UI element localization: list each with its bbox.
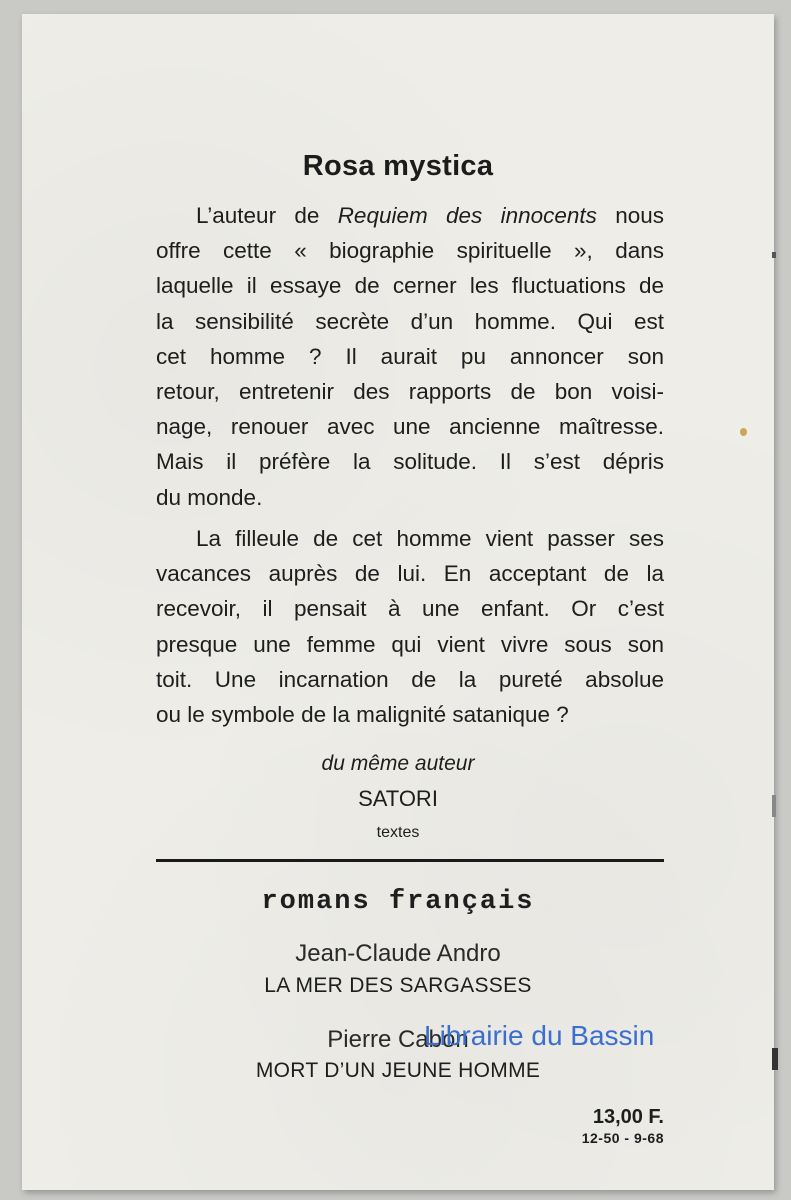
paragraph-line: offre cette « biographie spirituelle », dans	[156, 238, 664, 264]
paragraph-line: presque une femme qui vient vivre sous son	[156, 631, 664, 657]
paragraph-line: recevoir, il pensait à une enfant. Or c’est	[156, 596, 664, 622]
cited-title: Requiem des innocents	[337, 203, 597, 228]
paragraph-line: La filleule de cet homme vient passer ses	[196, 526, 664, 551]
bookseller-watermark: Librairie du Bassin	[424, 1020, 655, 1051]
paragraph-line: vacances auprès de lui. En acceptant de la	[156, 561, 664, 587]
book-author-1: Jean-Claude Andro	[295, 940, 501, 967]
book-back-cover	[22, 14, 774, 1190]
paragraph-line: Mais il préfère la solitude. Il s’est dépris	[156, 449, 664, 475]
paper-stain	[740, 428, 747, 436]
description-paragraph-2	[156, 521, 664, 732]
edge-mark	[772, 252, 776, 258]
paragraph-line: nage, renouer avec une ancienne maîtresse.	[156, 414, 664, 440]
description-paragraph-1	[156, 198, 664, 515]
paragraph-line: toit. Une incarnation de la pureté absolue	[156, 666, 664, 692]
paragraph-line: L’auteur de Requiem des innocents nous	[196, 203, 665, 228]
same-author-label: du même auteur	[321, 752, 475, 775]
book-title: Rosa mystica	[302, 150, 494, 182]
price-label: 13,00 F.	[592, 1106, 664, 1128]
edge-mark	[772, 795, 776, 817]
collection-name: romans français	[261, 887, 535, 917]
catalog-code: 12-50 - 9-68	[581, 1130, 664, 1146]
paragraph-line: ou le symbole de la malignité satanique ?	[156, 702, 569, 728]
same-author-collection: textes	[376, 824, 420, 841]
paragraph-line: cet homme ? Il aurait pu annoncer son	[156, 343, 664, 369]
paragraph-line: du monde.	[156, 484, 263, 510]
paragraph-line: la sensibilité secrète d’un homme. Qui est	[156, 308, 664, 334]
paragraph-line: retour, entretenir des rapports de bon voisi-	[156, 379, 664, 405]
paragraph-line: laquelle il essaye de cerner les fluctuations de	[156, 273, 664, 299]
same-author-book: SATORI	[358, 786, 438, 811]
edge-mark	[772, 1048, 778, 1070]
book-author-2: Pierre Cabon	[327, 1026, 469, 1053]
book-title-2: MORT D’UN JEUNE HOMME	[255, 1059, 541, 1082]
divider-rule	[156, 859, 664, 862]
book-title-1: LA MER DES SARGASSES	[264, 974, 532, 997]
